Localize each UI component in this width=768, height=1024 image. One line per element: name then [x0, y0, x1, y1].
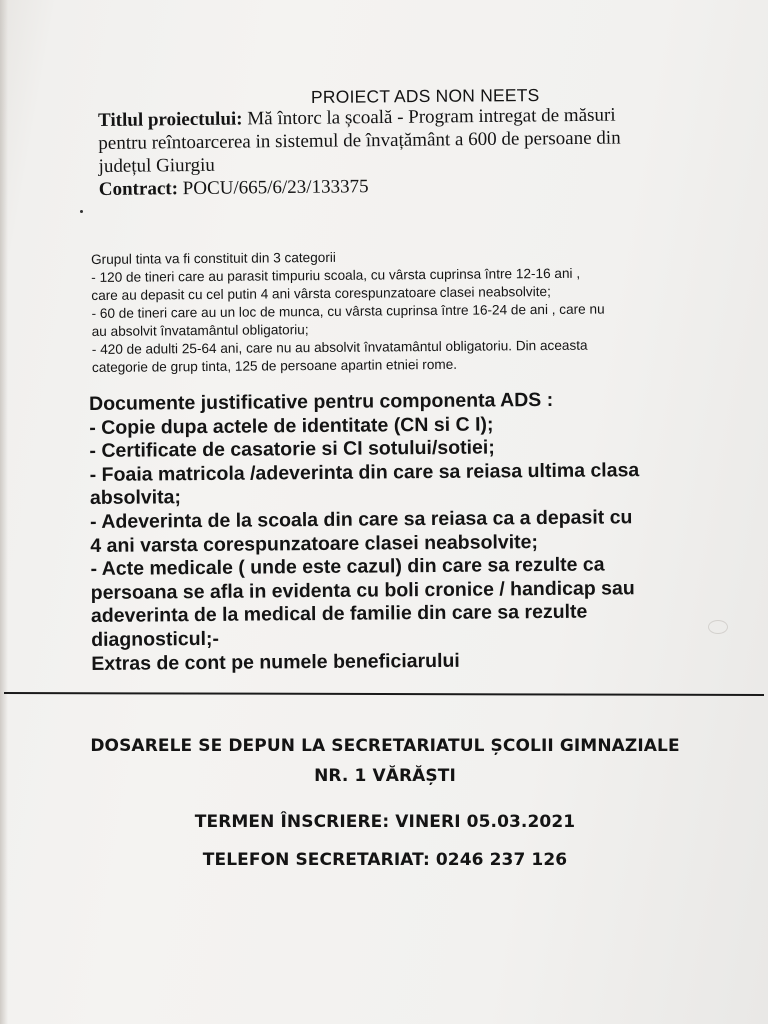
- documents-heading: Documente justificative pentru componenta ADS :: [89, 388, 554, 415]
- document-item: adeverinta de la medical de familie din care sa rezulte: [90, 601, 588, 628]
- page-title: PROIECT ADS NON NEETS: [310, 85, 540, 107]
- section-divider: [4, 692, 764, 696]
- project-title-text-2: pentru reîntoarcerea in sistemul de învațământ a 600 de persoane din: [98, 127, 621, 154]
- target-group-line: au absolvit învatamântul obligatoriu;: [91, 322, 309, 339]
- target-group-line: - 60 de tineri care au un loc de munca, cu vârsta cuprinsa între 16-24 de ani , care nu: [91, 301, 605, 321]
- page-edge-shadow: [0, 0, 8, 1024]
- project-title-text-1: Mă întorc la școală - Program intregat de măsuri: [247, 104, 616, 130]
- registration-deadline: TERMEN ÎNSCRIERE: VINERI 05.03.2021: [194, 812, 576, 832]
- submission-location-line-1: DOSARELE SE DEPUN LA SECRETARIATUL ȘCOLII GIMNAZIALE: [90, 736, 680, 756]
- contract-value: POCU/665/6/23/133375: [182, 176, 369, 200]
- document-item: diagnosticul;-: [91, 627, 220, 651]
- target-group-line: care au depasit cu cel putin 4 ani vârsta corespunzatoare clasei neabsolvite;: [91, 283, 551, 303]
- document-item: - Acte medicale ( unde este cazul) din care sa rezulte ca: [90, 553, 605, 581]
- target-group-line: Grupul tinta va fi constituit din 3 categorii: [91, 249, 336, 267]
- document-item: persoana se afla in evidenta cu boli cronice / handicap sau: [90, 576, 635, 604]
- target-group-section: [91, 245, 732, 377]
- project-title-label: Titlul proiectului:: [98, 108, 243, 131]
- document-item: - Adeverinta de la scoala din care sa reiasa ca a depasit cu: [90, 506, 633, 533]
- contract-label: Contract:: [98, 178, 179, 200]
- project-title-text-3: județul Giurgiu: [98, 154, 216, 177]
- submission-location-line-2: NR. 1 VĂRĂȘTI: [314, 766, 456, 786]
- ink-dot: [80, 210, 83, 213]
- required-documents-section: [89, 387, 731, 676]
- project-info: [98, 102, 739, 201]
- target-group-line: categorie de grup tinta, 125 de persoane apartin etniei rome.: [91, 356, 458, 375]
- document-item: Extras de cont pe numele beneficiarului: [91, 649, 460, 675]
- target-group-line: - 120 de tineri care au parasit timpuriu scoala, cu vârsta cuprinsa între 12-16 ani ,: [91, 265, 581, 285]
- document-item: 4 ani varsta corespunzatoare clasei neabsolvite;: [90, 530, 539, 557]
- secretariat-phone: TELEFON SECRETARIAT: 0246 237 126: [202, 850, 568, 870]
- paper-smudge: [708, 620, 728, 634]
- document-item: - Certificate de casatorie si CI sotului/sotiei;: [89, 436, 495, 463]
- target-group-line: - 420 de adulti 25-64 ani, care nu au absolvit învatamântul obligatoriu. Din aceasta: [91, 337, 588, 357]
- document-item: absolvita;: [89, 486, 182, 510]
- document-item: - Copie dupa actele de identitate (CN si C I);: [89, 413, 494, 439]
- document-item: - Foaia matricola /adeverinta din care sa reiasa ultima clasa: [89, 458, 640, 486]
